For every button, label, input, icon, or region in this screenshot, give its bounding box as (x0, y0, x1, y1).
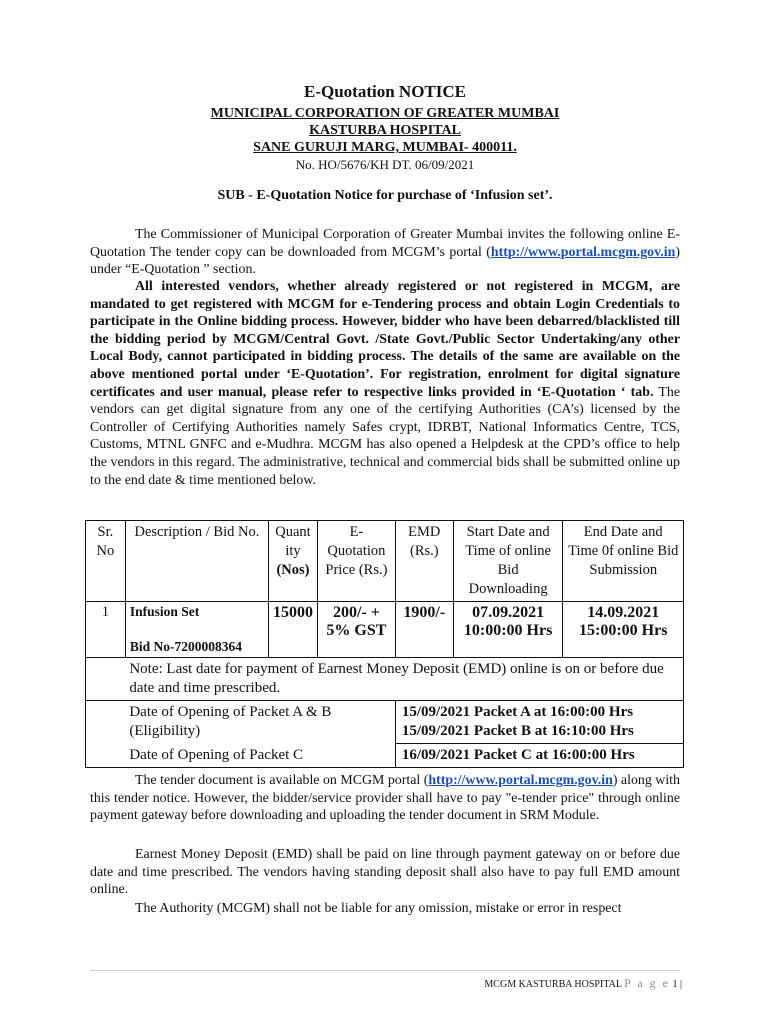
hospital-name: KASTURBA HOSPITAL (309, 123, 461, 138)
header-sr-no: Sr. No (86, 521, 126, 602)
row-end (563, 602, 684, 658)
row-start (453, 602, 563, 658)
note-row (86, 658, 684, 701)
header-description: Description / Bid No. (125, 521, 268, 602)
row-price-tax: 5% GST (326, 622, 387, 639)
row-description (125, 602, 268, 658)
footer-page-word: P a g e (624, 976, 670, 990)
header-end-date: End Date and Time 0f online Bid Submission (563, 521, 684, 602)
row-price-base: 200/- + (332, 604, 380, 621)
registration-bold-text: All interested vendors, whether already registered or not registered in MCGM, are mandated to get registered with MCGM for e-Tendering process and obtain Login Credentials to participate in the Online bidding process. However, bidder who have been debarred/blacklisted till the bidding period by MCGM/Central Govt. /State Govt./Public Sector Undertaking/any other Local Body, cannot participated in bidding process. The details of the same are available on the above mentioned portal under ‘E-Quotation’. For registration, enrolment for digital signature certificates and user manual, please refer to respective links provided in ‘E-Quotation ‘ tab. (90, 279, 680, 400)
header-quantity-label: Quant ity (275, 524, 311, 559)
tender-table (85, 520, 684, 768)
row-quantity: 15000 (268, 602, 317, 658)
liability-paragraph: The Authority (MCGM) shall not be liable for any omission, mistake or error in respect (135, 901, 622, 916)
table-row (86, 602, 684, 658)
row-item-name: Infusion Set (129, 604, 200, 619)
packet-b-date: 15/09/2021 Packet B at 16:10:00 Hrs (401, 723, 634, 739)
tender-document-paragraph (90, 772, 680, 825)
opening-c-row (86, 744, 684, 768)
hospital-address: SANE GURUJI MARG, MUMBAI- 400011. (253, 140, 517, 155)
portal-link[interactable]: http://www.portal.mcgm.gov.in (490, 244, 676, 260)
row-sr-no: 1 (86, 602, 126, 658)
organization-name: MUNICIPAL CORPORATION OF GREATER MUMBAI (210, 106, 560, 121)
row-start-time: 10:00:00 Hrs (463, 622, 553, 639)
footer-page-number: 1 | (672, 979, 682, 990)
registration-normal-text: The vendors can get digital signature from any one of the certifying Authorities (CA’s) licensed by the Controller of Certifying Authorities namely Safes crypt, IDRBT, National Informatics Centre, TCS, Customs, MTNL GNFC and e-Mudhra. MCGM has also opened a Helpdesk at the CPD’s office to help the vendors in this regard. The administrative, technical and commercial bids shall be submitted online up to the end date & time mentioned below. (90, 384, 680, 488)
header-quantity-unit: (Nos) (276, 562, 310, 578)
subject-line: SUB - E-Quotation Notice for purchase of ‘Infusion set’. (217, 188, 553, 203)
emd-note: Note: Last date for payment of Earnest Money Deposit (EMD) online is on or before due date and time prescribed. (125, 658, 683, 701)
reference-number: No. HO/5676/KH DT. 06/09/2021 (295, 157, 475, 172)
packet-c-date: 16/09/2021 Packet C at 16:00:00 Hrs (395, 744, 683, 768)
row-price (317, 602, 395, 658)
opening-row (86, 701, 684, 744)
opening-ab-dates (395, 701, 683, 744)
footer-divider (90, 970, 680, 971)
opening-ab-label: Date of Opening of Packet A & B (Eligibility) (125, 701, 395, 744)
row-emd: 1900/- (395, 602, 453, 658)
page-footer (484, 976, 682, 991)
packet-a-date: 15/09/2021 Packet A at 16:00:00 Hrs (401, 704, 634, 720)
tender-text-a: The tender document is available on MCGM portal ( (135, 773, 429, 788)
tender-text-b: ) along with this tender notice. However, the bidder/service provider shall have to pay "e-tender price" through online payment gateway before downloading and uploading the tender document in SRM Module. (90, 773, 680, 824)
row-bid-number: Bid No-7200008364 (129, 639, 242, 654)
header-quantity (268, 521, 317, 602)
row-end-date: 14.09.2021 (587, 604, 660, 621)
footer-org: MCGM KASTURBA HOSPITAL (484, 979, 622, 990)
header-start-date: Start Date and Time of online Bid Downloading (453, 521, 563, 602)
portal-link-2[interactable]: http://www.portal.mcgm.gov.in (428, 773, 613, 788)
row-start-date: 07.09.2021 (472, 604, 545, 621)
intro-text-b: ) under “E-Quotation ” section. (90, 244, 680, 278)
emd-paragraph: Earnest Money Deposit (EMD) shall be paid on line through payment gateway on or before due date and time prescribed. The vendors having standing deposit shall also have to pay full EMD amount online. (90, 847, 680, 898)
table-header-row (86, 521, 684, 602)
header-emd: EMD (Rs.) (395, 521, 453, 602)
intro-text-a: The Commissioner of Municipal Corporation of Greater Mumbai invites the following online E-Quotation The tender copy can be downloaded from MCGM’s portal ( (90, 227, 680, 260)
header-price: E-Quotation Price (Rs.) (317, 521, 395, 602)
row-end-time: 15:00:00 Hrs (579, 622, 668, 639)
registration-paragraph (90, 278, 680, 489)
opening-c-label: Date of Opening of Packet C (125, 744, 395, 768)
intro-paragraph (90, 226, 680, 279)
notice-title: E-Quotation NOTICE (304, 82, 466, 101)
